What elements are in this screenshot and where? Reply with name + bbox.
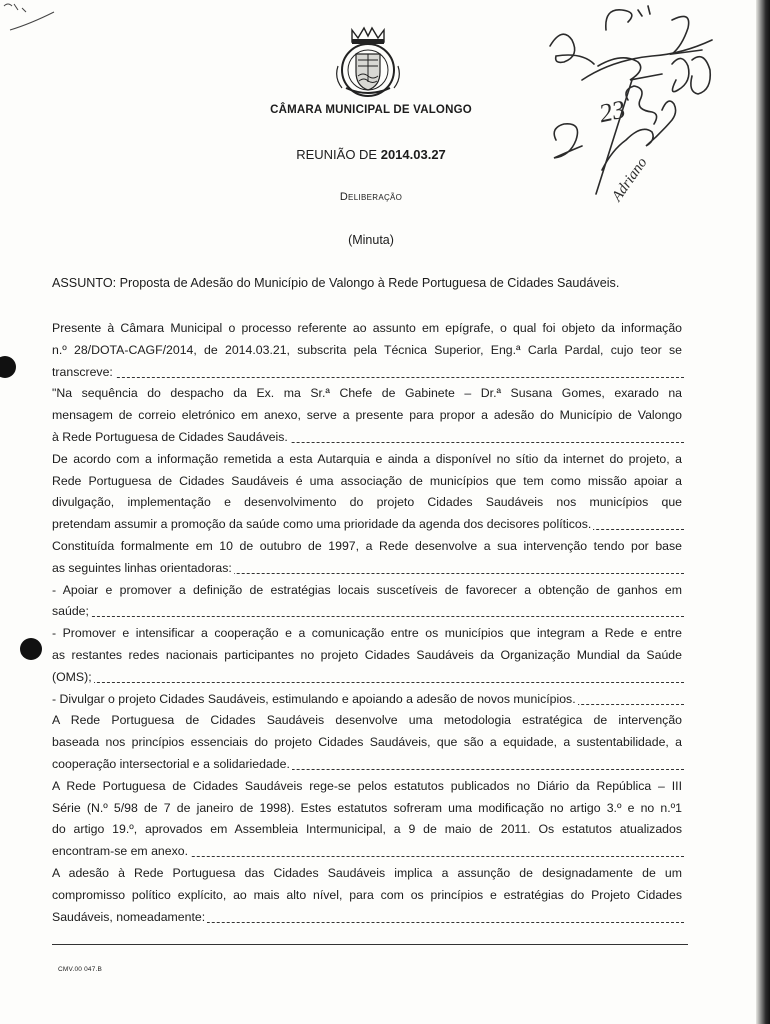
body-line-text: transcreve: — [52, 364, 113, 379]
body-line — [52, 514, 684, 536]
body-line-text: A adesão à Rede Portuguesa das Cidades Saudáveis implica a assunção de designadamente de um — [52, 865, 682, 880]
body-line-text: Rede Portuguesa de Cidades Saudáveis é uma associação de municípios que tem como missão apoiar a — [52, 473, 682, 488]
punch-hole-top — [0, 356, 16, 378]
body-line — [52, 427, 684, 449]
body-line — [52, 689, 684, 711]
body-line — [52, 776, 684, 798]
body-line — [52, 754, 684, 776]
body-line — [52, 449, 684, 471]
body-line — [52, 340, 684, 362]
body-line — [52, 318, 684, 340]
body-line — [52, 492, 684, 514]
document-type-label: Deliberação — [339, 191, 403, 203]
body-line-text: as seguintes linhas orientadoras: — [52, 560, 232, 575]
body-line-text: n.º 28/DOTA-CAGF/2014, de 2014.03.21, subscrita pela Técnica Superior, Eng.ª Carla Pardal, cujo teor se — [52, 342, 682, 357]
body-line-text: "Na sequência do despacho da Ex. ma Sr.ª Chefe de Gabinete – Dr.ª Susana Gomes, exarado na — [52, 386, 682, 401]
municipal-crest-logo — [330, 26, 406, 100]
body-line-text: A Rede Portuguesa de Cidades Saudáveis desenvolve uma metodologia estratégica de intervenção — [52, 713, 682, 728]
body-line — [52, 471, 684, 493]
body-line — [52, 907, 684, 929]
form-code: CMV.00 047.B — [58, 966, 103, 973]
punch-hole-bottom — [20, 638, 42, 660]
body-line — [52, 667, 684, 689]
body-line — [52, 623, 684, 645]
body-line — [52, 841, 684, 863]
body-line — [52, 405, 684, 427]
body-line — [52, 601, 684, 623]
document-status: (Minuta) — [348, 233, 394, 247]
body-line-text: A Rede Portuguesa de Cidades Saudáveis rege-se pelos estatutos publicados no Diário da República – III — [52, 778, 682, 793]
body-line-text: Constituída formalmente em 10 de outubro de 1997, a Rede desenvolve a sua intervenção tendo por base — [52, 538, 682, 553]
body-line — [52, 710, 684, 732]
body-line — [52, 885, 684, 907]
scan-edge — [756, 0, 770, 1024]
subject-line — [52, 276, 692, 290]
body-line-text: - Apoiar e promover a definição de estratégias locais suscetíveis de favorecer a obtenção de ganhos em — [52, 582, 682, 597]
body-line — [52, 362, 684, 384]
subject-label: ASSUNTO: — [52, 276, 117, 290]
body-line — [52, 645, 684, 667]
body-line-text: compromisso político explícito, ao mais alto nível, para com os princípios e estratégias do Projeto Cidades — [52, 887, 682, 902]
body-line-text: Série (N.º 5/98 de 7 de janeiro de 1998). Estes estatutos sofreram uma modificação no artigo 3.º e no n.º1 — [52, 800, 682, 815]
meeting-prefix: REUNIÃO DE — [296, 147, 381, 162]
body-line — [52, 819, 684, 841]
body-line-text: baseada nos princípios essenciais do projeto Cidades Saudáveis, que são a equidade, a sustentabilidade, a — [52, 735, 682, 750]
handwritten-name: Adriano — [609, 154, 651, 205]
deliberation-body — [52, 318, 684, 928]
body-line-text: à Rede Portuguesa de Cidades Saudáveis. — [52, 429, 288, 444]
body-line-text: cooperação intersectorial e a solidariedade. — [52, 756, 290, 771]
body-line-text: Presente à Câmara Municipal o processo referente ao assunto em epígrafe, o qual foi objeto da informação — [52, 321, 682, 335]
body-line-text: - Divulgar o projeto Cidades Saudáveis, estimulando e apoiando a adesão de novos municípios. — [52, 691, 576, 706]
body-line-text: pretendam assumir a promoção da saúde como uma prioridade da agenda dos decisores políticos. — [52, 517, 592, 532]
body-line-text: - Promover e intensificar a cooperação e a comunicação entre os municípios que integram a Rede e entre — [52, 626, 682, 641]
handwritten-signatures — [542, 0, 752, 210]
body-line — [52, 536, 684, 558]
body-line — [52, 558, 684, 580]
body-line-text: do artigo 19.º, aprovados em Assembleia Intermunicipal, a 9 de maio de 2011. Os estatutos atualizados — [52, 822, 682, 837]
body-line — [52, 863, 684, 885]
body-line — [52, 383, 684, 405]
body-line-text: saúde; — [52, 604, 89, 619]
body-line — [52, 732, 684, 754]
subject-text: Proposta de Adesão do Município de Valongo à Rede Portuguesa de Cidades Saudáveis. — [119, 276, 620, 290]
body-line-text: as restantes redes nacionais participantes no projeto Cidades Saudáveis da Organização Mundial da Saúde — [52, 647, 682, 662]
body-line-text: divulgação, implementação e desenvolvimento do projeto Cidades Saudáveis nos municípios que — [52, 495, 682, 510]
handwritten-number: 23 — [596, 94, 628, 129]
corner-scribble — [0, 0, 70, 60]
body-line-text: Saudáveis, nomeadamente: — [52, 909, 206, 924]
body-line-text: mensagem de correio eletrónico em anexo, serve a presente para propor a adesão do Município de Valongo — [52, 408, 682, 423]
body-line-text: De acordo com a informação remetida a esta Autarquia e ainda a disponível no sítio da internet do projeto, a — [52, 451, 682, 466]
footer-divider — [52, 944, 688, 945]
body-line-text: (OMS); — [52, 669, 92, 684]
body-line-text: encontram-se em anexo. — [52, 844, 189, 859]
meeting-date: 2014.03.27 — [380, 147, 446, 162]
body-line — [52, 580, 684, 602]
organization-name: CÂMARA MUNICIPAL DE VALONGO — [270, 104, 472, 116]
body-line — [52, 798, 684, 820]
